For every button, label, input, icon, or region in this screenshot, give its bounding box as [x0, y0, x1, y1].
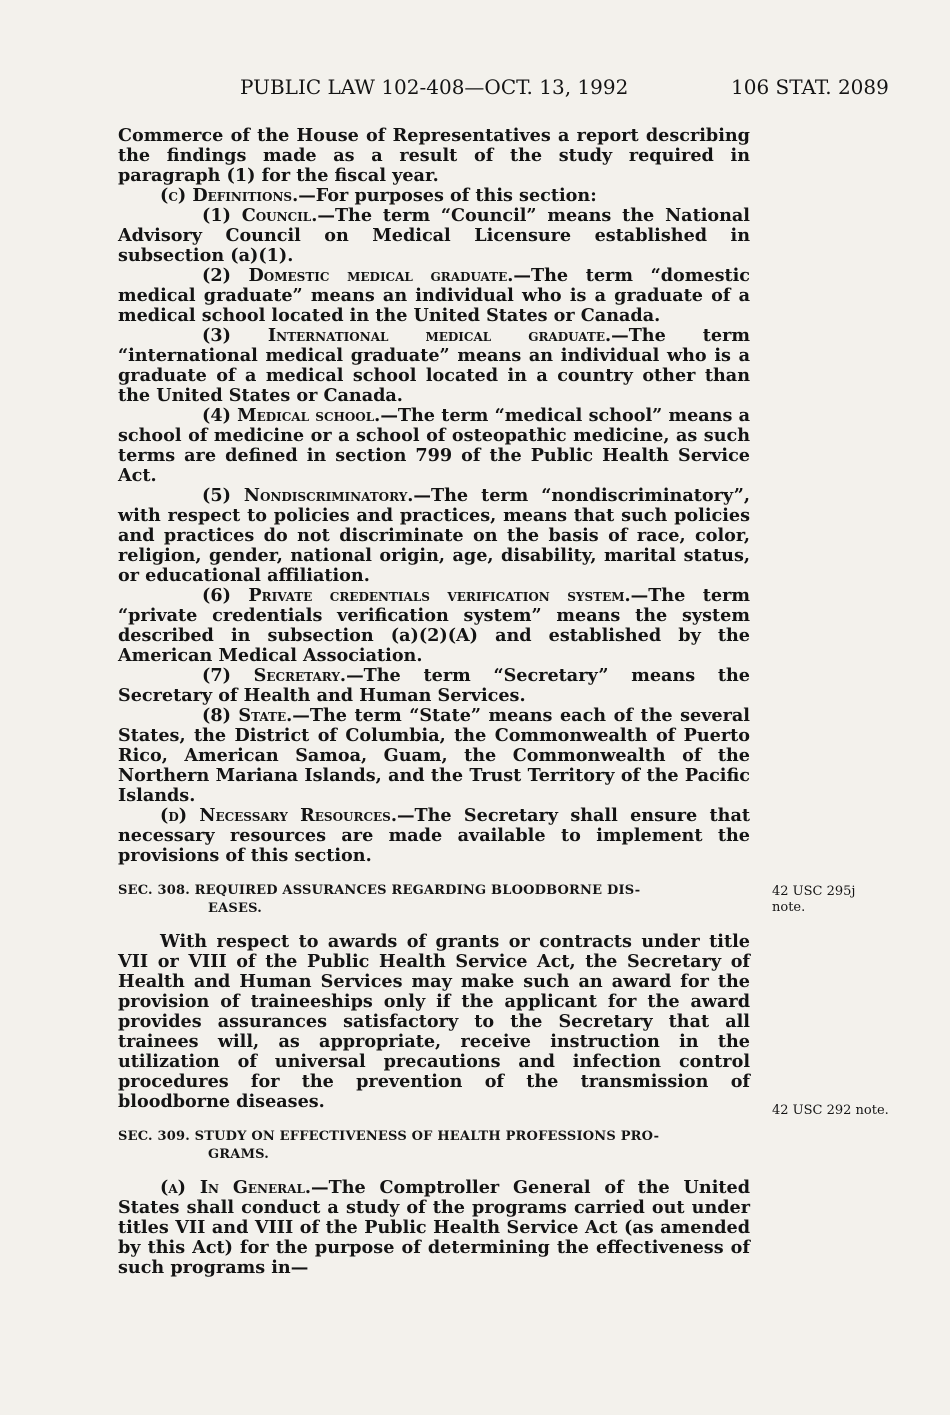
definition-domestic-graduate: (2) Domestic medical graduate.—The term “domestic medical graduate” means an individual who is a graduate of a medical school located in the United States or Canada. [118, 265, 750, 326]
subsection-d: (d) Necessary Resources.—The Secretary shall ensure that necessary resources are made available to implement the provisions of this section. [118, 805, 750, 866]
page-header-title: PUBLIC LAW 102-408—OCT. 13, 1992 [240, 75, 629, 99]
definition-medical-school: (4) Medical school.—The term “medical school” means a school of medicine or a school of osteopathic medicine, as such terms are defined in section 799 of the Public Health Service Act. [118, 405, 751, 486]
subsection-c: (c) Definitions.—For purposes of this section: [160, 185, 597, 206]
definition-credentials-system: (6) Private credentials verification system.—The term “private credentials verification system” means the system described in subsection (a)(2)(A) and established by the American Medical Association. [118, 585, 750, 666]
definition-council: (1) Council.—The term “Council” means the National Advisory Council on Medical Licensure established in subsection (a)(1). [118, 205, 750, 266]
document-body [118, 126, 750, 1278]
section-308-heading: SEC. 308. REQUIRED ASSURANCES REGARDING BLOODBORNE DIS- EASES. [118, 883, 641, 916]
section-309-subsection-a: (a) In General.—The Comptroller General of the United States shall conduct a study of the programs carried out under titles VII and VIII of the Public Health Service Act (as amended by this Act) for the purpose of determining the effectiveness of such programs in— [118, 1177, 751, 1278]
definition-international-graduate: (3) International medical graduate.—The term “international medical graduate” means an individual who is a graduate of a medical school located in a country other than the United States or Canada. [118, 325, 750, 406]
definition-nondiscriminatory: (5) Nondiscriminatory.—The term “nondiscriminatory”, with respect to policies and practices, means that such policies and practices do not discriminate on the basis of race, color, religion, gender, national origin, age, disability, marital status, or educational affiliation. [118, 485, 750, 586]
definition-secretary: (7) Secretary.—The term “Secretary” means the Secretary of Health and Human Services. [118, 665, 750, 706]
paragraph-report: Commerce of the House of Representatives a report describing the findings made as a result of the study required in paragraph (1) for the fiscal year. [118, 125, 750, 186]
page-header-stat: 106 STAT. 2089 [731, 75, 889, 99]
section-309-heading: SEC. 309. STUDY ON EFFECTIVENESS OF HEALTH PROFESSIONS PRO- GRAMS. [118, 1129, 660, 1162]
section-308-text: With respect to awards of grants or contracts under title VII or VIII of the Public Health Service Act, the Secretary of Health and Human Services may make such an award for the provision of traineeships only if the applicant for the award provides assurances satisfactory to the Secretary that all trainees will, as appropriate, receive instruction in the utilization of universal precautions and infection control procedures for the prevention of the transmission of bloodborne diseases. [118, 931, 750, 1112]
definition-state: (8) State.—The term “State” means each of the several States, the District of Columbia, the Commonwealth of Puerto Rico, American Samoa, Guam, the Commonwealth of the Northern Mariana Islands, and the Trust Territory of the Pacific Islands. [118, 705, 750, 806]
margin-note-309: 42 USC 292 note. [772, 1103, 889, 1118]
margin-note-308: 42 USC 295j note. [772, 884, 856, 915]
